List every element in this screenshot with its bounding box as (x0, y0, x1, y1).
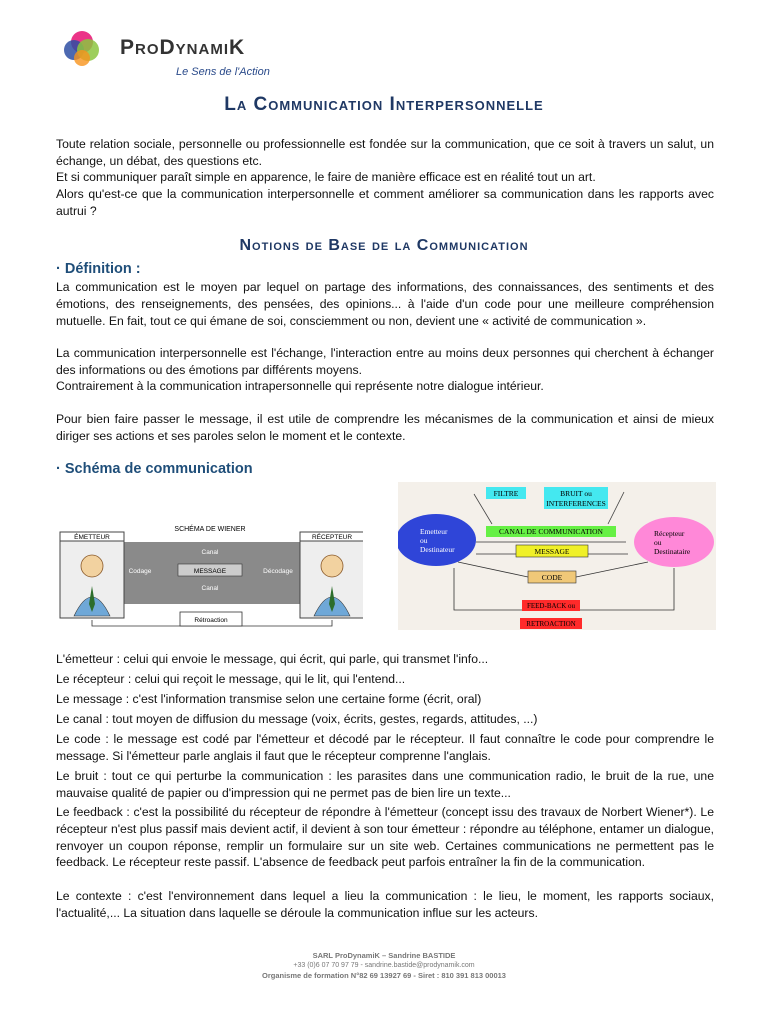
wiener-diagram (58, 520, 363, 630)
flow-code: CODE (541, 573, 563, 582)
definition-emitter: L'émetteur : celui qui envoie le message, qui écrit, qui parle, qui transmet l'info... (56, 652, 489, 666)
flow-receiver-3: Destinataire (654, 547, 691, 556)
definition-paragraph-1: La communication est le moyen par lequel on partage des informations, des connaissances, des sentiments et des émotions, des renseignements, des pensées, des opinions... à l'aide d'un code pour une meilleure compréhension mutuelle. En fait, tout ce qui émane de soi, consciemment ou non, devient une « activité de communication ». (56, 280, 714, 328)
footer (0, 951, 768, 981)
flow-message: MESSAGE (534, 547, 570, 556)
flow-channel: CANAL DE COMMUNICATION (499, 527, 603, 536)
flow-emitter-2: ou (420, 536, 428, 545)
intro-paragraph-1: Toute relation sociale, personnelle ou professionnelle est fondée sur la communication, que ce soit à travers un salut, un échange, un débat, des questions etc. (56, 137, 714, 168)
definition-code: Le code : le message est codé par l'émetteur et décodé par le récepteur. Il faut connaître le code pour comprendre le message. Si l'émetteur parle anglais il faut que le récepteur comprenne l'anglais. (56, 732, 714, 763)
intro-paragraph-3: Alors qu'est-ce que la communication interpersonnelle et comment améliorer sa communication dans les rapports avec autrui ? (56, 187, 714, 218)
intro-paragraph-2: Et si communiquer paraît simple en apparence, le faire de manière efficace est en réalité tout un art. (56, 170, 596, 184)
term-label: Le canal : (56, 712, 109, 726)
footer-company: SARL ProDynamiK – Sandrine BASTIDE (312, 951, 456, 960)
flow-filter: FILTRE (493, 489, 519, 498)
flow-feedback-1: FEED-BACK ou (526, 602, 576, 610)
wiener-title: SCHÉMA DE WIENER (174, 526, 246, 533)
wiener-feedback: Rétroaction (194, 617, 228, 624)
wiener-decoding: Décodage (263, 568, 293, 575)
wiener-canal-bottom: Canal (201, 585, 219, 592)
definition-channel: Le canal : tout moyen de diffusion du message (voix, écrits, gestes, regards, attitudes, ...) (56, 712, 538, 726)
term-label: Le feedback : (56, 805, 130, 819)
definition-paragraph-2: La communication interpersonnelle est l'échange, l'interaction entre au moins deux personnes qui cherchent à échanger des informations ou des émotions par différents moyens. (56, 346, 714, 377)
flow-emitter-3: Destinateur (420, 545, 455, 554)
term-label: L'émetteur : (56, 652, 120, 666)
term-label: Le récepteur : (56, 672, 132, 686)
term-label: Le code : (56, 732, 109, 746)
definition-context: Le contexte : c'est l'environnement dans lequel a lieu la communication : le lieu, le moment, les rapports sociaux, l'actualité,... La situation dans laquelle se déroule la communication influe sur les acteurs. (56, 889, 714, 920)
wiener-canal-top: Canal (201, 549, 219, 556)
communication-flow-diagram (398, 482, 716, 630)
wiener-coding: Codage (128, 568, 152, 575)
definition-receiver: Le récepteur : celui qui reçoit le message, qui le lit, qui l'entend... (56, 672, 406, 686)
definition-paragraph-4: Pour bien faire passer le message, il est utile de comprendre les mécanismes de la communication et ainsi de mieux diriger ses actions et ses paroles selon le moment et le contexte. (56, 412, 714, 443)
schema-heading: · Schéma de communication (56, 461, 253, 477)
wiener-emitter-label: ÉMETTEUR (74, 534, 110, 541)
definition-noise: Le bruit : tout ce qui perturbe la communication : les parasites dans une communication radio, le bruit de la rue, une mauvaise qualité de papier ou d'impression qui ne permet pas de bien lire un texte... (56, 769, 714, 800)
logo-circles-icon (58, 28, 118, 80)
flow-feedback-2: RETROACTION (526, 620, 576, 628)
term-label: Le contexte : (56, 889, 132, 903)
flow-noise-1: BRUIT ou (560, 489, 592, 498)
wiener-message: MESSAGE (193, 568, 227, 575)
flow-emitter-1: Emetteur (420, 527, 448, 536)
definition-heading: · Définition : (56, 261, 141, 277)
term-label: Le bruit : (56, 769, 107, 783)
company-logo (58, 28, 278, 80)
flow-noise-2: INTERFERENCES (546, 499, 606, 508)
flow-receiver-2: ou (654, 538, 662, 547)
logo-text: ProDynamiK (120, 36, 246, 59)
term-label: Le message : (56, 692, 130, 706)
footer-registration: Organisme de formation N°82 69 13927 69 - Siret : 810 391 813 00013 (262, 971, 506, 980)
footer-contact: +33 (0)6 07 70 97 79 - sandrine.bastide@prodynamik.com (293, 962, 475, 969)
wiener-receiver-label: RÉCEPTEUR (311, 534, 353, 541)
definition-feedback: Le feedback : c'est la possibilité du récepteur de répondre à l'émetteur (concept issu des travaux de Norbert Wiener*). Le récepteur n'est plus passif mais devient actif, il devient à son tour émetteur : répondre au téléphone, entamer un dialogue, renvoyer un coupon réponse, remplir un formulaire sur un site web. Certaines communications ne permettent pas le feedback. Le récepteur reste passif. L'absence de feedback peut parfois entraîner la fin de la communication. (56, 805, 714, 870)
definition-message: Le message : c'est l'information transmise selon une certaine forme (écrit, oral) (56, 692, 482, 706)
flow-receiver-1: Récepteur (654, 529, 685, 538)
page-title: La Communication Interpersonnelle (224, 94, 544, 115)
definition-paragraph-3: Contrairement à la communication intrapersonnelle qui représente notre dialogue intérieur. (56, 379, 544, 393)
tagline: Le Sens de l'Action (176, 66, 270, 78)
section-title: Notions de Base de la Communication (239, 237, 529, 254)
